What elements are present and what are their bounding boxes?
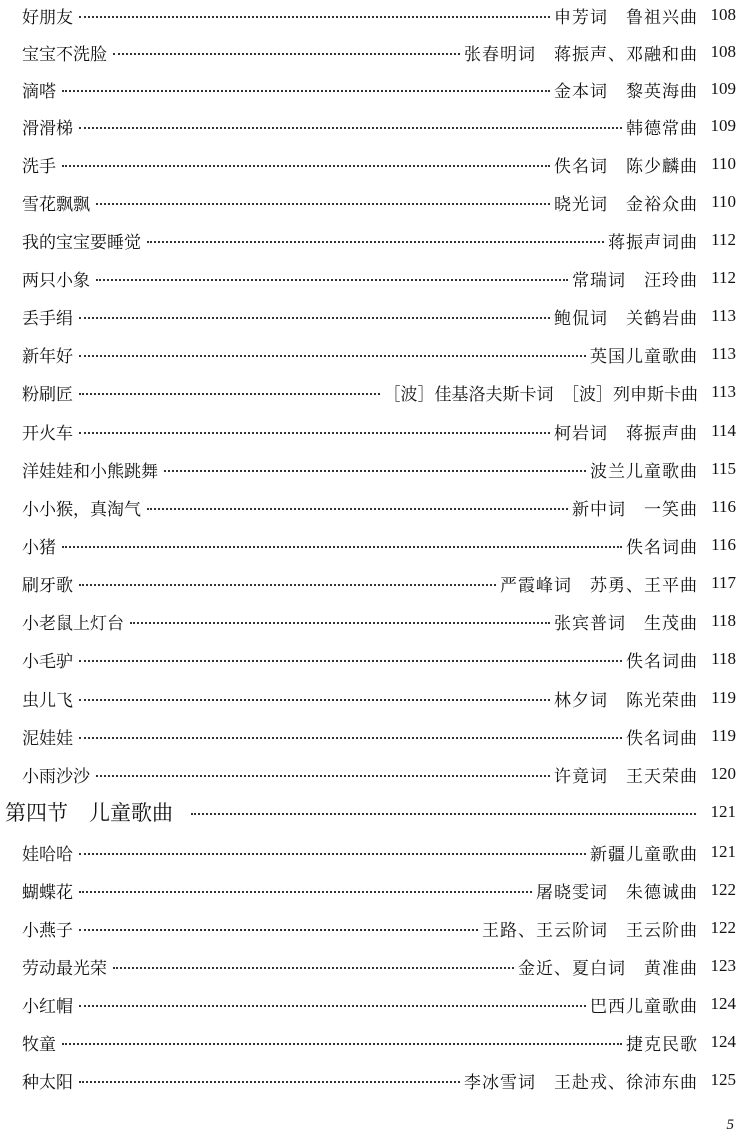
toc-entry	[22, 1027, 736, 1057]
entry-page: 109	[710, 116, 736, 135]
entry-title: 小老鼠上灯台	[22, 613, 124, 634]
section-title: 第四节 儿童歌曲	[5, 801, 173, 825]
dot-leader	[113, 967, 514, 969]
dot-leader	[79, 699, 550, 701]
toc-entry	[22, 837, 736, 867]
dot-leader	[62, 165, 550, 167]
toc-entry	[22, 416, 736, 446]
entry-title: 宝宝不洗脸	[22, 44, 107, 65]
entry-page: 110	[711, 154, 736, 173]
dot-leader	[130, 622, 550, 624]
entry-title: 蝴蝶花	[22, 882, 73, 903]
entry-page: 108	[710, 5, 736, 24]
dot-leader	[191, 813, 696, 815]
entry-credit: 佚名词曲	[626, 651, 698, 672]
toc-entry	[22, 74, 736, 104]
toc-entry	[22, 875, 736, 905]
entry-page: 124	[710, 994, 736, 1013]
entry-page: 116	[711, 497, 736, 516]
entry-credit: 捷克民歌	[626, 1034, 698, 1055]
entry-page: 113	[711, 306, 736, 325]
entry-title: 刷牙歌	[22, 575, 73, 596]
entry-credit: 金本词 黎英海曲	[554, 81, 698, 102]
entry-page: 115	[711, 459, 736, 478]
dot-leader	[79, 891, 532, 893]
entry-title: 虫儿飞	[22, 690, 73, 711]
entry-page: 116	[711, 535, 736, 554]
toc-entry	[22, 0, 736, 30]
entry-page: 110	[711, 192, 736, 211]
dot-leader	[79, 432, 550, 434]
entry-credit: 晓光词 金裕众曲	[554, 194, 698, 215]
dot-leader	[96, 203, 550, 205]
entry-page: 118	[711, 611, 736, 630]
dot-leader	[79, 737, 622, 739]
entry-title: 丢手绢	[22, 308, 73, 329]
entry-page: 117	[711, 573, 736, 592]
entry-title: 滴嗒	[22, 81, 56, 102]
entry-page: 123	[710, 956, 736, 975]
entry-page: 119	[711, 688, 736, 707]
dot-leader	[62, 546, 622, 548]
entry-credit: 金近、夏白词 黄准曲	[518, 958, 698, 979]
entry-title: 粉刷匠	[22, 384, 73, 405]
toc-entry	[22, 225, 736, 255]
dot-leader	[79, 1005, 586, 1007]
entry-page: 125	[710, 1070, 736, 1089]
entry-page: 112	[711, 230, 736, 249]
entry-page: 124	[710, 1032, 736, 1051]
entry-credit: 柯岩词 蒋振声曲	[554, 423, 698, 444]
toc-entry	[22, 111, 736, 141]
entry-credit: ［波］佳基洛夫斯卡词 ［波］列申斯卡曲	[383, 384, 698, 405]
dot-leader	[79, 317, 550, 319]
entry-title: 牧童	[22, 1034, 56, 1055]
entry-title: 小毛驴	[22, 651, 73, 672]
entry-page: 118	[711, 649, 736, 668]
dot-leader	[79, 929, 478, 931]
dot-leader	[79, 1081, 460, 1083]
entry-credit: 常瑞词 汪玲曲	[572, 270, 698, 291]
toc-entry	[22, 301, 736, 331]
toc-entry	[22, 644, 736, 674]
entry-credit: 林夕词 陈光荣曲	[554, 690, 698, 711]
dot-leader	[79, 393, 380, 395]
entry-page: 122	[710, 918, 736, 937]
entry-page: 122	[710, 880, 736, 899]
section-page: 121	[710, 802, 736, 821]
entry-credit: 屠晓雯词 朱德诚曲	[536, 882, 698, 903]
entry-credit: 新疆儿童歌曲	[590, 844, 698, 865]
entry-page: 109	[710, 79, 736, 98]
toc-entry	[22, 721, 736, 751]
toc-entry	[22, 759, 736, 789]
toc-entry	[22, 530, 736, 560]
toc-entry	[22, 683, 736, 713]
entry-title: 开火车	[22, 423, 73, 444]
entry-credit: 张宾普词 生茂曲	[554, 613, 698, 634]
entry-credit: 波兰儿童歌曲	[590, 461, 698, 482]
entry-title: 小小猴，真淘气	[22, 499, 141, 520]
entry-page: 119	[711, 726, 736, 745]
toc-entry	[22, 568, 736, 598]
entry-page: 121	[710, 842, 736, 861]
dot-leader	[62, 1043, 622, 1045]
dot-leader	[79, 660, 622, 662]
entry-credit: 蒋振声词曲	[608, 232, 698, 253]
entry-title: 劳动最光荣	[22, 958, 107, 979]
dot-leader	[147, 508, 568, 510]
toc-entry	[22, 149, 736, 179]
dot-leader	[62, 90, 550, 92]
entry-page: 120	[710, 764, 736, 783]
entry-title: 小雨沙沙	[22, 766, 90, 787]
entry-credit: 佚名词曲	[626, 728, 698, 749]
entry-credit: 严霞峰词 苏勇、王平曲	[500, 575, 698, 596]
entry-title: 我的宝宝要睡觉	[22, 232, 141, 253]
entry-credit: 张春明词 蒋振声、邓融和曲	[464, 44, 698, 65]
entry-title: 雪花飘飘	[22, 194, 90, 215]
dot-leader	[79, 355, 586, 357]
toc-entry	[22, 339, 736, 369]
entry-credit: 佚名词曲	[626, 537, 698, 558]
entry-credit: 巴西儿童歌曲	[590, 996, 698, 1017]
dot-leader	[147, 241, 604, 243]
entry-credit: 新中词 一笑曲	[572, 499, 698, 520]
toc-entry	[22, 492, 736, 522]
entry-title: 洋娃娃和小熊跳舞	[22, 461, 158, 482]
entry-title: 两只小象	[22, 270, 90, 291]
entry-title: 种太阳	[22, 1072, 73, 1093]
toc-entry	[22, 454, 736, 484]
dot-leader	[164, 470, 586, 472]
entry-credit: 许竟词 王天荣曲	[554, 766, 698, 787]
dot-leader	[79, 584, 496, 586]
entry-title: 新年好	[22, 346, 73, 367]
entry-title: 洗手	[22, 156, 56, 177]
toc-entry	[22, 187, 736, 217]
page-number: 5	[726, 1117, 734, 1133]
entry-title: 娃哈哈	[22, 844, 73, 865]
toc-entry	[22, 37, 736, 67]
entry-title: 小燕子	[22, 920, 73, 941]
entry-credit: 王路、王云阶词 王云阶曲	[482, 920, 698, 941]
toc-entry	[22, 606, 736, 636]
entry-page: 108	[710, 42, 736, 61]
dot-leader	[79, 127, 622, 129]
entry-title: 小红帽	[22, 996, 73, 1017]
toc-entry	[22, 377, 736, 407]
entry-title: 小猪	[22, 537, 56, 558]
entry-credit: 申芳词 鲁祖兴曲	[554, 7, 698, 28]
toc-entry	[22, 1065, 736, 1095]
entry-page: 112	[711, 268, 736, 287]
entry-page: 113	[711, 344, 736, 363]
dot-leader	[96, 279, 568, 281]
toc-entry	[22, 989, 736, 1019]
toc-entry	[22, 951, 736, 981]
section-heading	[5, 797, 736, 827]
toc-entry	[22, 913, 736, 943]
toc-entry	[22, 263, 736, 293]
entry-title: 滑滑梯	[22, 118, 73, 139]
entry-credit: 韩德常曲	[626, 118, 698, 139]
dot-leader	[113, 53, 460, 55]
entry-credit: 鲍侃词 关鹤岩曲	[554, 308, 698, 329]
entry-page: 114	[711, 421, 736, 440]
entry-credit: 李冰雪词 王赴戎、徐沛东曲	[464, 1072, 698, 1093]
dot-leader	[79, 16, 550, 18]
entry-credit: 英国儿童歌曲	[590, 346, 698, 367]
dot-leader	[96, 775, 550, 777]
entry-title: 泥娃娃	[22, 728, 73, 749]
dot-leader	[79, 853, 586, 855]
entry-credit: 佚名词 陈少麟曲	[554, 156, 698, 177]
entry-title: 好朋友	[22, 7, 73, 28]
entry-page: 113	[711, 382, 736, 401]
